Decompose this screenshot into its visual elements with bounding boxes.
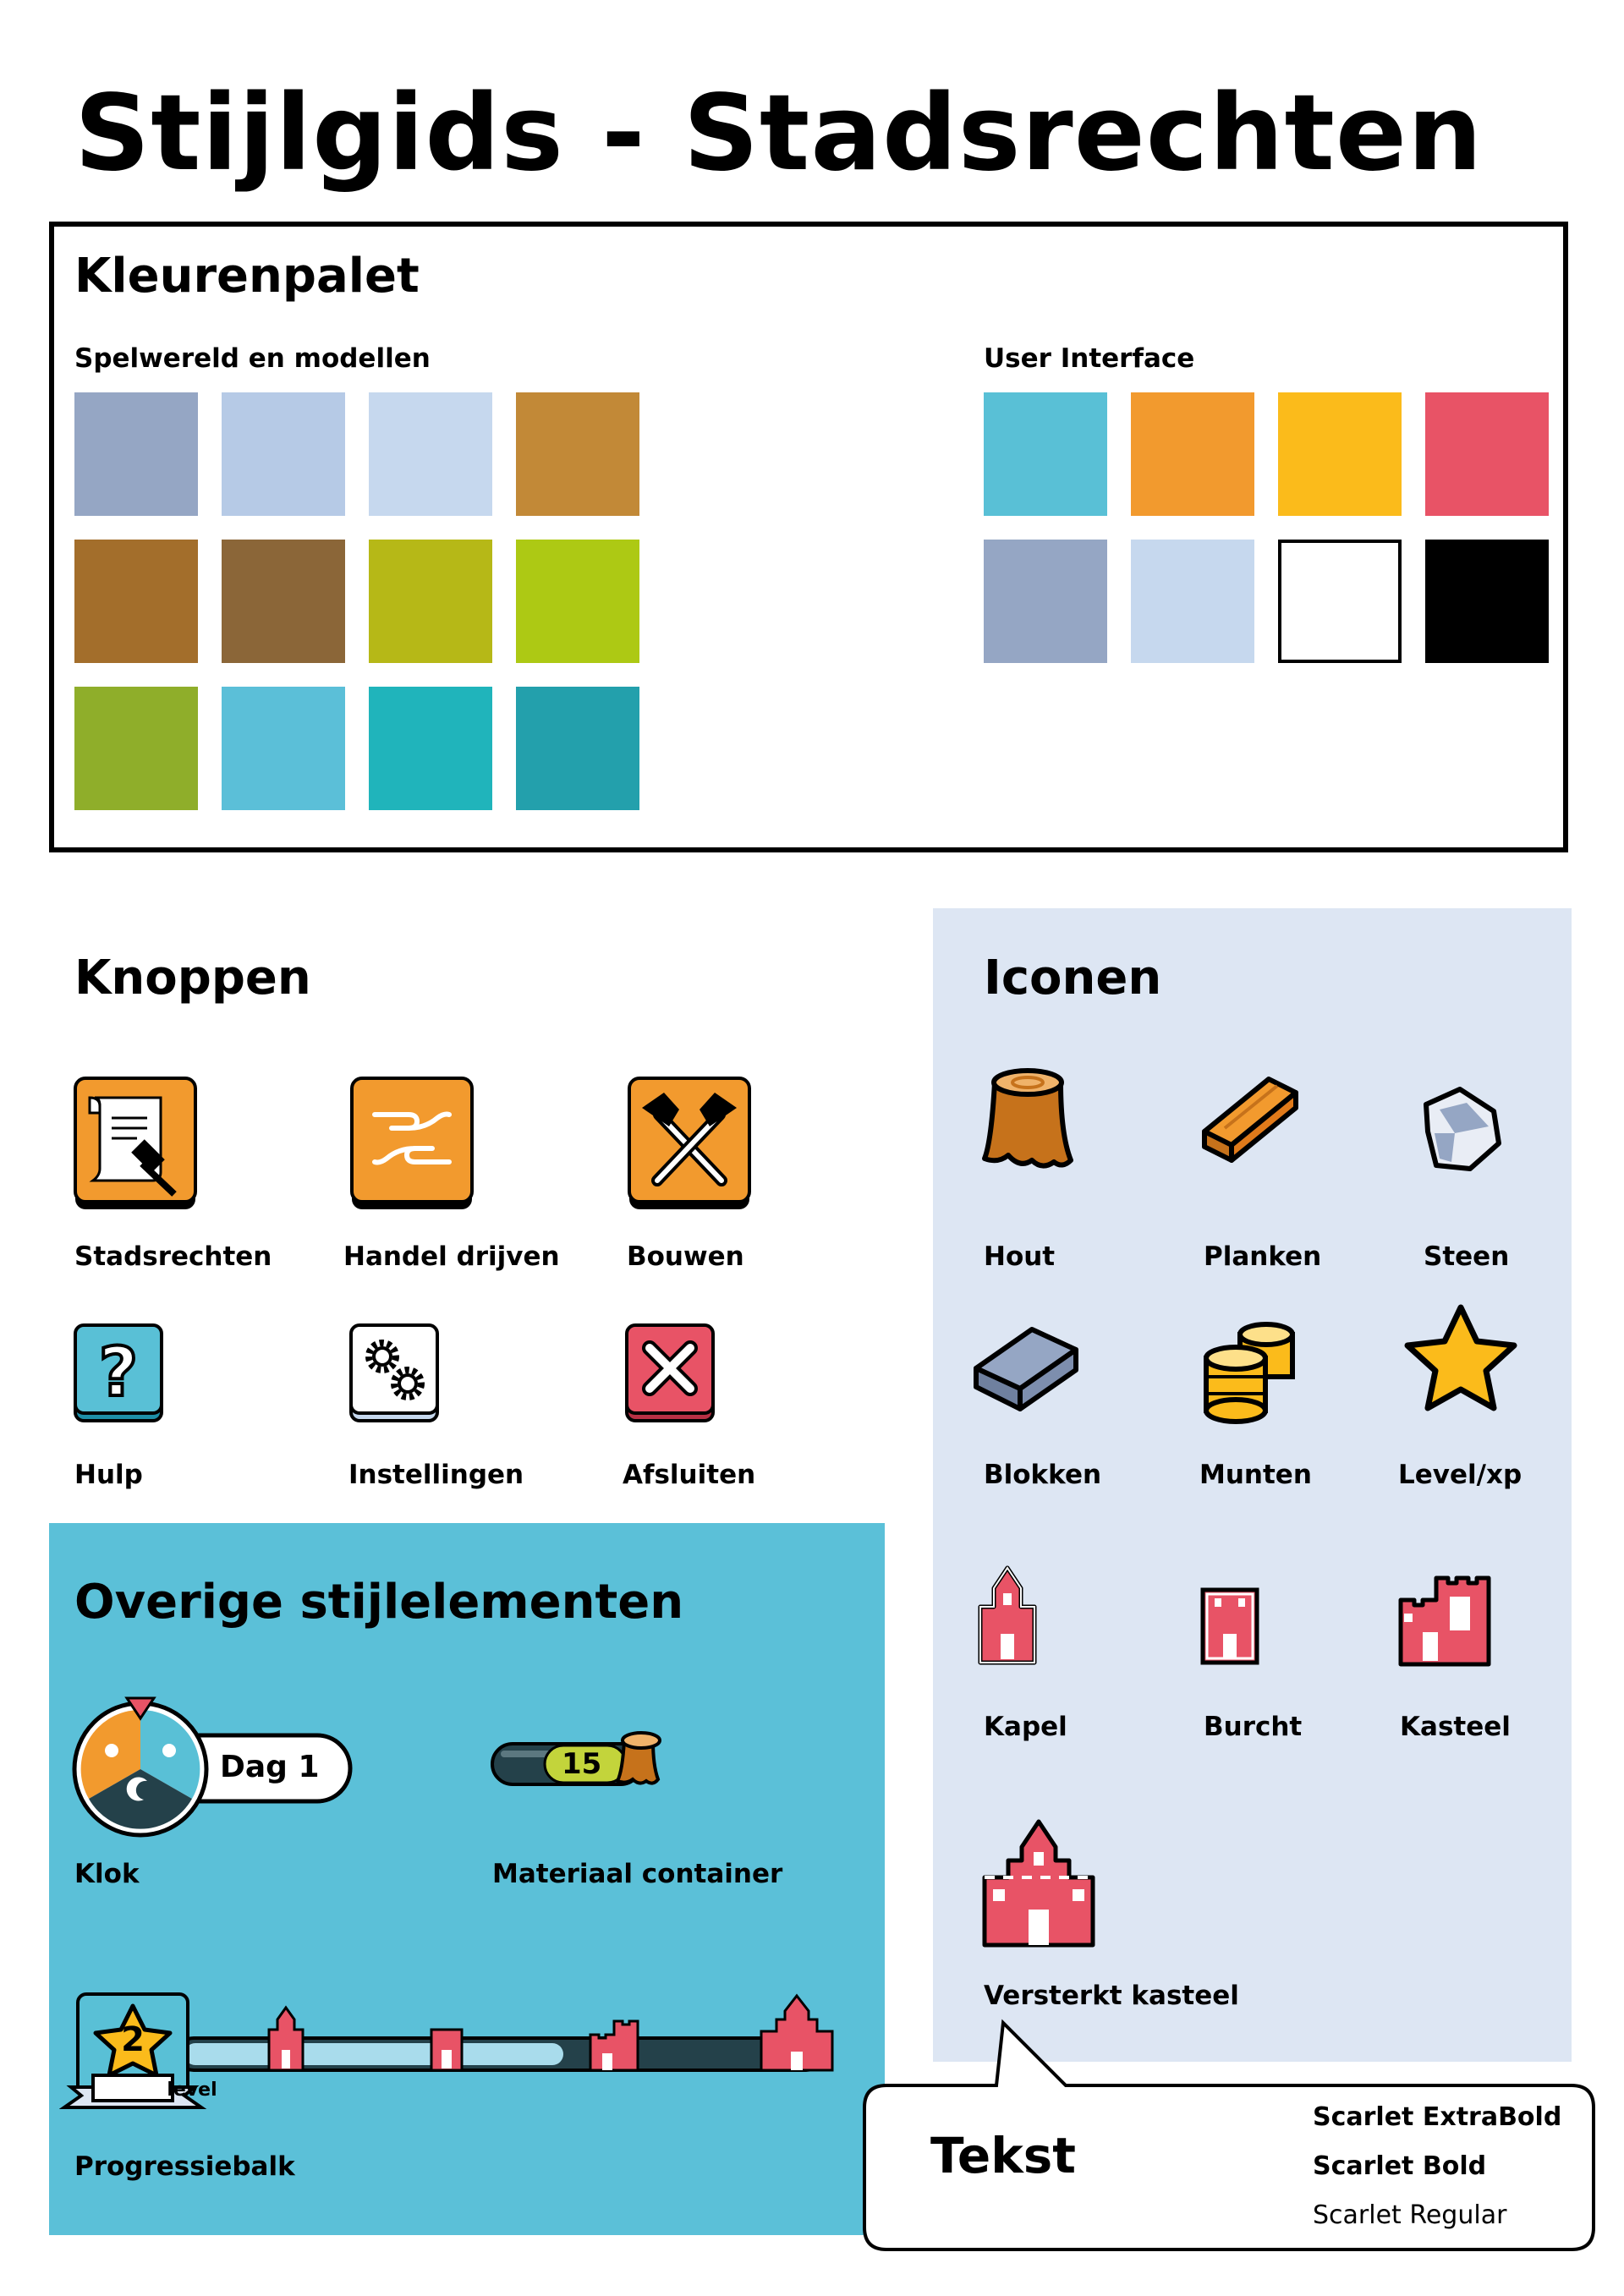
afsluiten-button[interactable]	[624, 1323, 716, 1424]
world-color-swatch	[74, 687, 198, 810]
ui-colors-label: User Interface	[984, 343, 1195, 374]
wood-stump-icon	[981, 1067, 1083, 1177]
progress-label: Progressiebalk	[74, 2151, 295, 2182]
button-label-handel: Handel drijven	[343, 1241, 560, 1272]
ui-color-swatch	[1425, 392, 1549, 516]
wood-stump-icon	[617, 1733, 660, 1784]
font-sample-extrabold: Scarlet ExtraBold	[1313, 2102, 1562, 2132]
material-container	[489, 1722, 668, 1806]
palette-heading: Kleurenpalet	[74, 249, 420, 304]
button-label-bouwen: Bouwen	[627, 1241, 744, 1272]
ui-color-swatch	[984, 540, 1107, 663]
block-icon	[971, 1319, 1081, 1421]
icon-label-blokken: Blokken	[984, 1460, 1102, 1490]
icons-heading: Iconen	[984, 951, 1162, 1006]
day-night-dial	[74, 1703, 206, 1835]
ui-color-swatch	[1131, 540, 1254, 663]
castle-icon	[590, 2021, 638, 2070]
button-label-hulp: Hulp	[74, 1460, 143, 1490]
ui-color-swatch	[984, 392, 1107, 516]
chapel-icon	[269, 2008, 303, 2070]
icon-label-level: Level/xp	[1398, 1460, 1522, 1490]
world-color-swatch	[516, 392, 639, 516]
ui-color-swatch	[1278, 540, 1402, 663]
world-color-swatch	[369, 540, 492, 663]
clock-day-text: Dag 1	[220, 1750, 320, 1784]
icon-label-kapel: Kapel	[984, 1712, 1067, 1742]
level-text: level	[167, 2080, 217, 2101]
stadsrechten-button[interactable]	[73, 1076, 198, 1213]
bouwen-button[interactable]	[627, 1076, 752, 1213]
buttons-heading: Knoppen	[74, 951, 311, 1006]
button-label-stadsrechten: Stadsrechten	[74, 1241, 272, 1272]
keep-icon	[1199, 1586, 1260, 1666]
clock-label: Klok	[74, 1859, 140, 1889]
world-color-swatch	[222, 687, 345, 810]
world-color-swatch	[516, 687, 639, 810]
question-mark-icon	[99, 1333, 138, 1411]
icon-label-kasteel: Kasteel	[1400, 1712, 1511, 1742]
icon-label-burcht: Burcht	[1204, 1712, 1303, 1742]
world-color-swatch	[222, 540, 345, 663]
icon-label-hout: Hout	[984, 1241, 1056, 1272]
progress-bar	[59, 1991, 837, 2126]
world-color-swatch	[74, 392, 198, 516]
castle-icon	[1397, 1575, 1492, 1668]
world-color-swatch	[222, 392, 345, 516]
icon-label-planken: Planken	[1204, 1241, 1322, 1272]
page-title: Stijlgids - Stadsrechten	[74, 73, 1484, 195]
plank-icon	[1199, 1072, 1301, 1174]
stone-icon	[1416, 1082, 1509, 1175]
level-number: 2	[121, 2020, 145, 2059]
star-icon	[1397, 1301, 1524, 1424]
icon-label-steen: Steen	[1424, 1241, 1510, 1272]
clock-widget	[71, 1695, 359, 1838]
text-heading: Tekst	[930, 2127, 1077, 2184]
world-color-swatch	[74, 540, 198, 663]
font-sample-regular: Scarlet Regular	[1313, 2200, 1507, 2230]
ui-color-swatch	[1278, 392, 1402, 516]
hulp-button[interactable]	[73, 1323, 164, 1424]
chapel-icon	[975, 1564, 1040, 1666]
keep-icon	[431, 2030, 462, 2070]
handel-drijven-button[interactable]	[349, 1076, 475, 1213]
icon-label-versterkt-kasteel: Versterkt kasteel	[984, 1981, 1239, 2011]
instellingen-button[interactable]	[348, 1323, 440, 1424]
button-label-instellingen: Instellingen	[348, 1460, 524, 1490]
fortified-castle-icon	[761, 1996, 832, 2070]
svg-text:?: ?	[98, 1333, 139, 1411]
icon-label-munten: Munten	[1199, 1460, 1312, 1490]
other-heading: Overige stijlelementen	[74, 1575, 684, 1630]
button-label-afsluiten: Afsluiten	[623, 1460, 756, 1490]
world-color-swatch	[516, 540, 639, 663]
world-color-swatch	[369, 687, 492, 810]
world-colors-label: Spelwereld en modellen	[74, 343, 431, 374]
scroll-gavel-icon	[90, 1098, 174, 1194]
ui-color-swatch	[1425, 540, 1549, 663]
ui-color-swatch	[1131, 392, 1254, 516]
font-sample-bold: Scarlet Bold	[1313, 2151, 1487, 2181]
container-label: Materiaal container	[492, 1859, 783, 1889]
coins-icon	[1199, 1319, 1301, 1424]
world-color-swatch	[369, 392, 492, 516]
material-count: 15	[562, 1747, 602, 1781]
fortified-castle-icon	[979, 1818, 1098, 1950]
